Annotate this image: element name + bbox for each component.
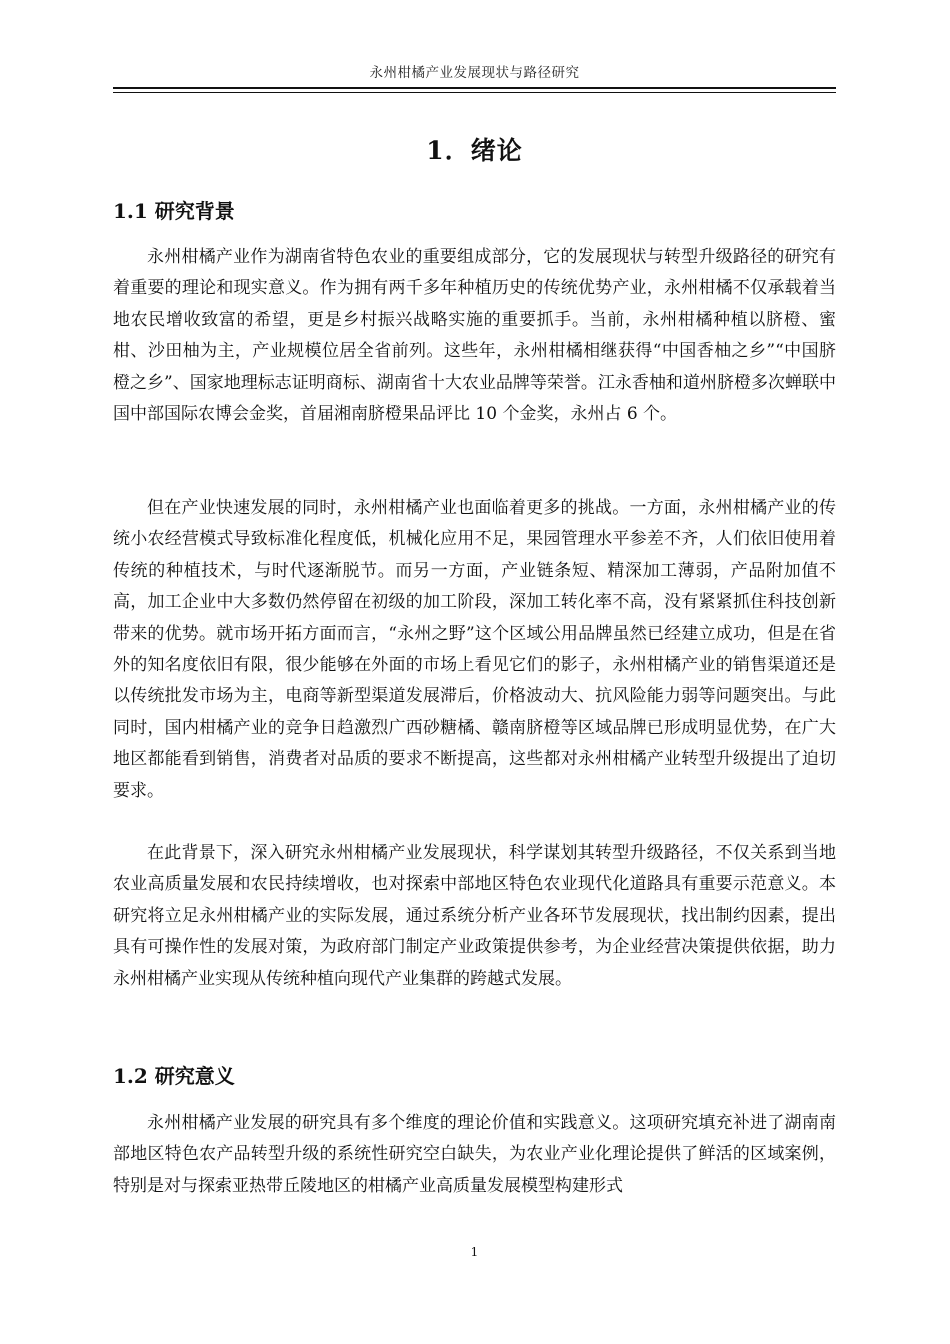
page-number: 1: [470, 1245, 479, 1259]
header-rule-thick: [113, 87, 836, 89]
running-header: 永州柑橘产业发展现状与路径研究: [369, 65, 580, 81]
chapter-title: 1．绪论: [426, 136, 523, 165]
paragraph-significance-1: 永州柑橘产业发展的研究具有多个维度的理论价值和实践意义。这项研究填充补进了湖南南部地区特色农产品转型升级的系统性研究空白缺失，为农业产业化理论提供了鲜活的区域案例，特别是对与探索亚热带丘陵地区的柑橘产业高质量发展模型构建形式: [113, 1113, 836, 1196]
section-heading-significance: 1.2 研究意义: [113, 1064, 235, 1088]
paragraph-background-3: 在此背景下，深入研究永州柑橘产业发展现状，科学谋划其转型升级路径，不仅关系到当地农业高质量发展和农民持续增收，也对探索中部地区特色农业现代化道路具有重要示范意义。本研究将立足永州柑橘产业的实际发展，通过系统分析产业各环节发展现状，找出制约因素，提出具有可操作性的发展对策，为政府部门制定产业政策提供参考，为企业经营决策提供依据，助力永州柑橘产业实现从传统种植向现代产业集群的跨越式发展。: [113, 843, 836, 989]
paragraph-background-2: 但在产业快速发展的同时，永州柑橘产业也面临着更多的挑战。一方面，永州柑橘产业的传统小农经营模式导致标准化程度低，机械化应用不足，果园管理水平参差不齐，人们依旧使用着传统的种植技术，与时代逐渐脱节。而另一方面，产业链条短、精深加工薄弱，产品附加值不高，加工企业中大多数仍然停留在初级的加工阶段，深加工转化率不高，没有紧紧抓住科技创新带来的优势。就市场开拓方面而言，“永州之野”这个区域公用品牌虽然已经建立成功，但是在省外的知名度依旧有限，很少能够在外面的市场上看见它们的影子，永州柑橘产业的销售渠道还是以传统批发市场为主，电商等新型渠道发展滞后，价格波动大、抗风险能力弱等问题突出。与此同时，国内柑橘产业的竞争日趋激烈广西砂糖橘、赣南脐橙等区域品牌已形成明显优势，在广大地区都能看到销售，消费者对品质的要求不断提高，这些都对永州柑橘产业转型升级提出了迫切要求。: [113, 498, 836, 801]
section-heading-background: 1.1 研究背景: [113, 199, 235, 223]
header-rule-thin: [113, 92, 836, 93]
paragraph-background-1: 永州柑橘产业作为湖南省特色农业的重要组成部分，它的发展现状与转型升级路径的研究有着重要的理论和现实意义。作为拥有两千多年种植历史的传统优势产业，永州柑橘不仅承载着当地农民增收致富的希望，更是乡村振兴战略实施的重要抓手。当前，永州柑橘种植以脐橙、蜜柑、沙田柚为主，产业规模位居全省前列。这些年，永州柑橘相继获得“中国香柚之乡”“中国脐橙之乡”、国家地理标志证明商标、湖南省十大农业品牌等荣誉。江永香柚和道州脐橙多次蝉联中国中部国际农博会金奖，首届湘南脐橙果品评比 10 个金奖，永州占 6 个。: [113, 247, 836, 425]
